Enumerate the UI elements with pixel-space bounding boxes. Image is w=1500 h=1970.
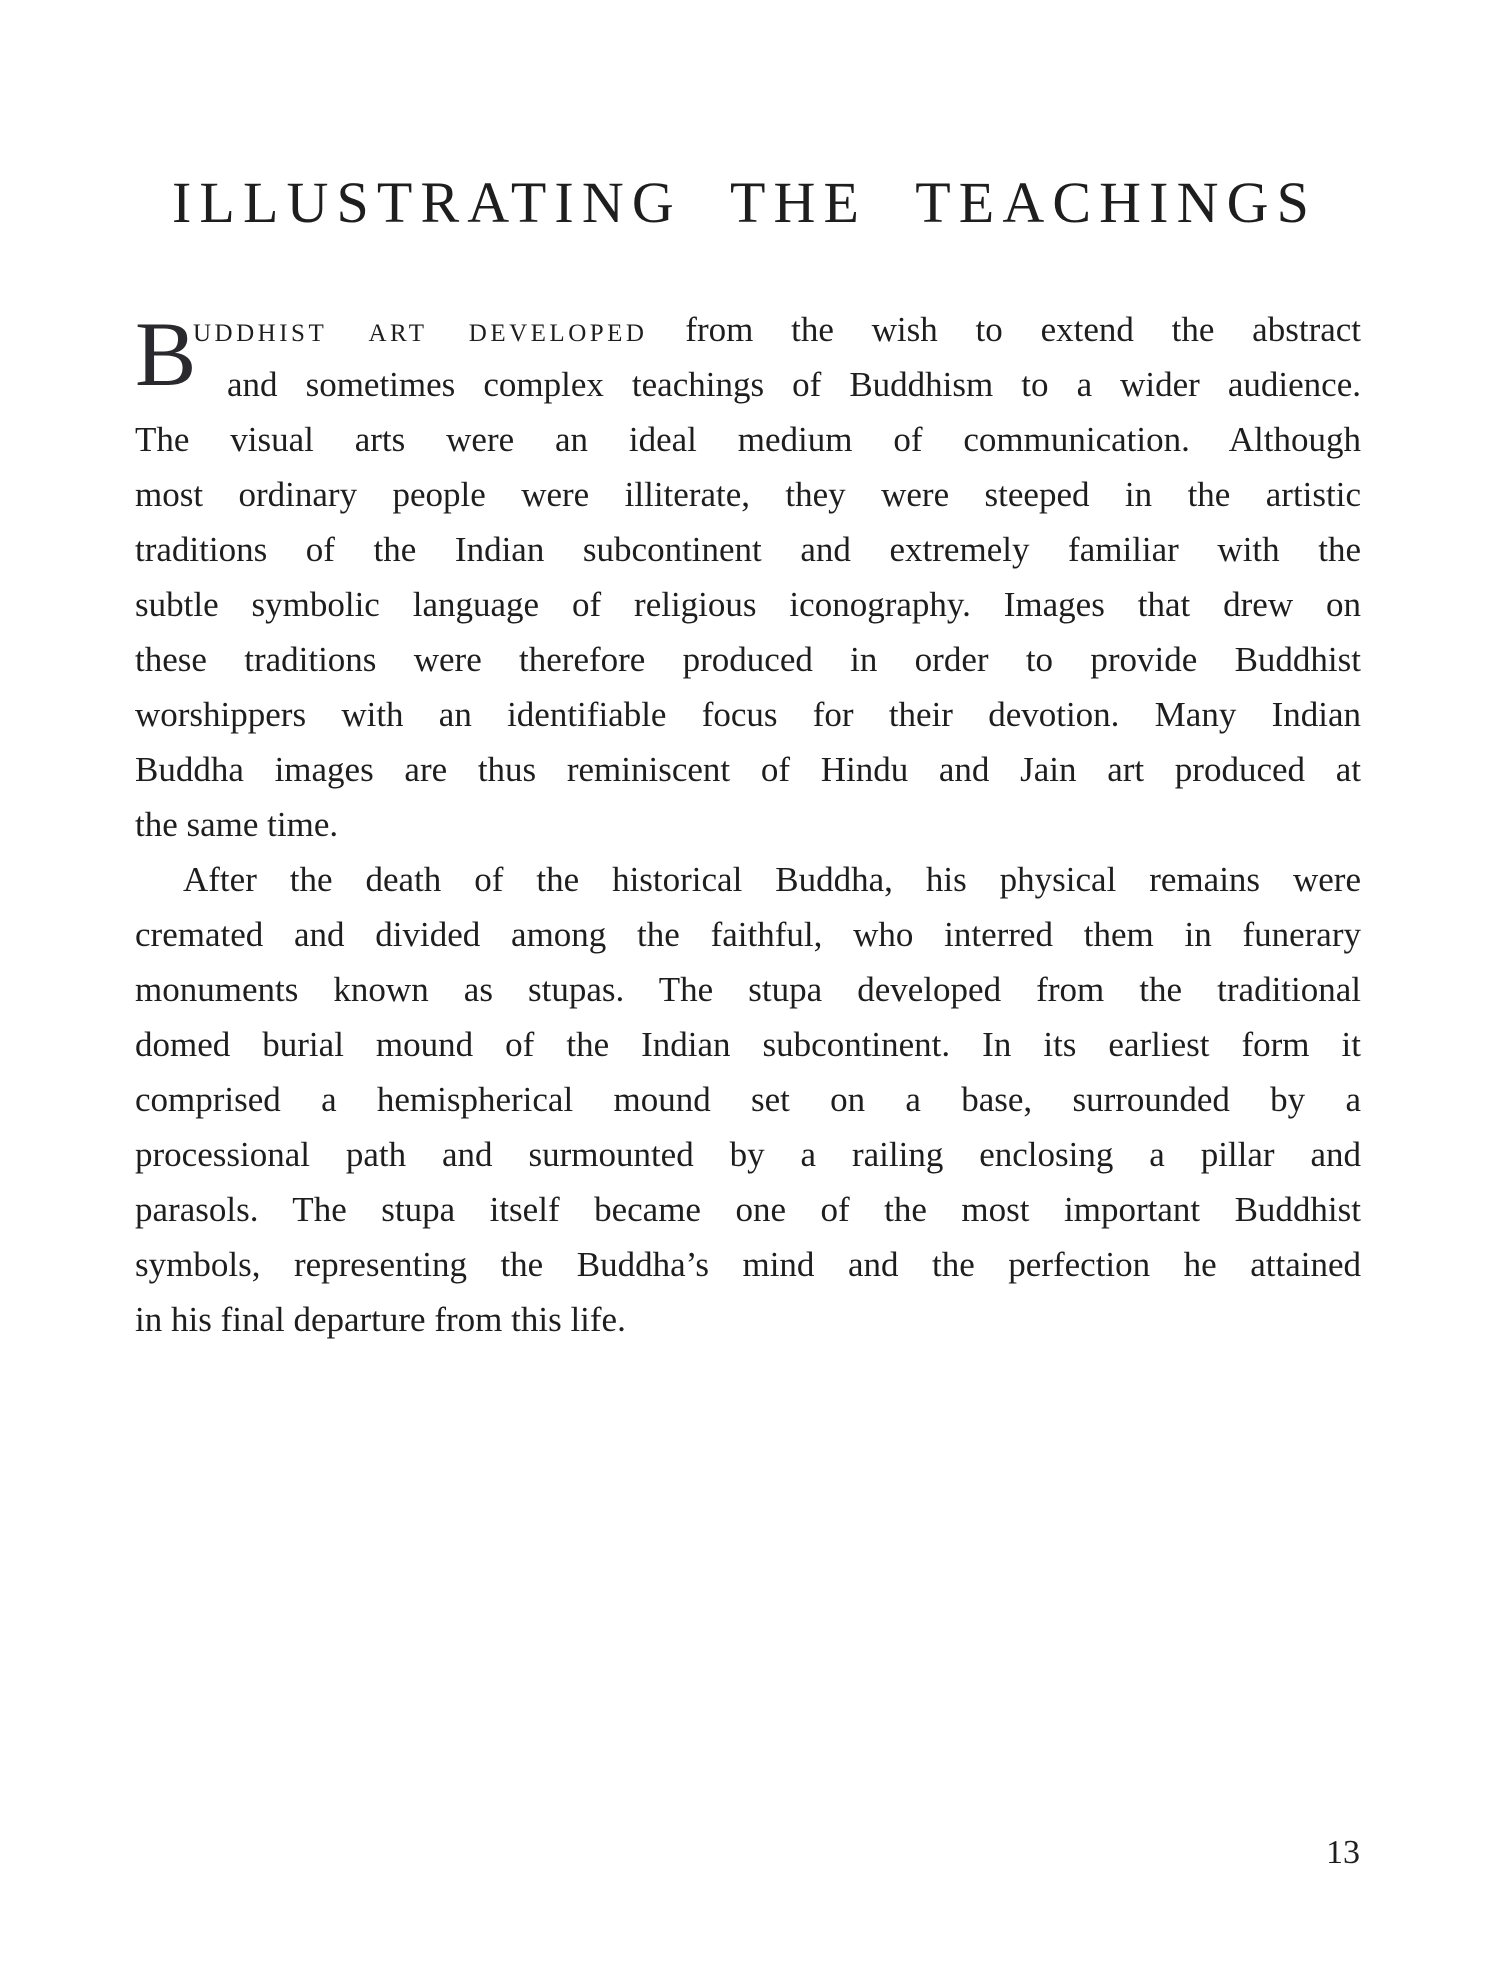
text-line: worshippers with an identifiable focus for their devotion. Many Indian — [135, 695, 1361, 734]
text-line: parasols. The stupa itself became one of the most important Buddhist — [135, 1190, 1361, 1229]
drop-cap: B — [135, 303, 197, 405]
text-line: After the death of the historical Buddha, his physical remains were — [183, 860, 1361, 899]
text-line: domed burial mound of the Indian subcontinent. In its earliest form it — [135, 1025, 1361, 1064]
text-line: the same time. — [135, 805, 339, 844]
text-line: The visual arts were an ideal medium of communication. Although — [135, 420, 1361, 459]
text-line: cremated and divided among the faithful, who interred them in funerary — [135, 915, 1361, 954]
small-caps-lead: uddhist art developed — [193, 310, 648, 349]
text-line: subtle symbolic language of religious iconography. Images that drew on — [135, 585, 1361, 624]
line-text: from the wish to extend the abstract — [685, 310, 1362, 349]
text-line — [135, 302, 1361, 357]
text-line: Buddha images are thus reminiscent of Hindu and Jain art produced at — [135, 750, 1361, 789]
text-line: and sometimes complex teachings of Buddhism to a wider audience. — [227, 365, 1361, 404]
body-text — [135, 302, 1361, 1347]
page-number: 13 — [1326, 1834, 1360, 1871]
text-line: comprised a hemispherical mound set on a base, surrounded by a — [135, 1080, 1361, 1119]
page-title: ILLUSTRATING THE TEACHINGS — [172, 170, 1317, 235]
text-line: monuments known as stupas. The stupa developed from the traditional — [135, 970, 1361, 1009]
text-line: these traditions were therefore produced in order to provide Buddhist — [135, 640, 1361, 679]
text-line: processional path and surmounted by a railing enclosing a pillar and — [135, 1135, 1361, 1174]
text-line: symbols, representing the Buddha’s mind and the perfection he attained — [135, 1245, 1361, 1284]
text-line: most ordinary people were illiterate, they were steeped in the artistic — [135, 475, 1361, 514]
text-line: in his final departure from this life. — [135, 1300, 626, 1339]
text-line: traditions of the Indian subcontinent and extremely familiar with the — [135, 530, 1361, 569]
